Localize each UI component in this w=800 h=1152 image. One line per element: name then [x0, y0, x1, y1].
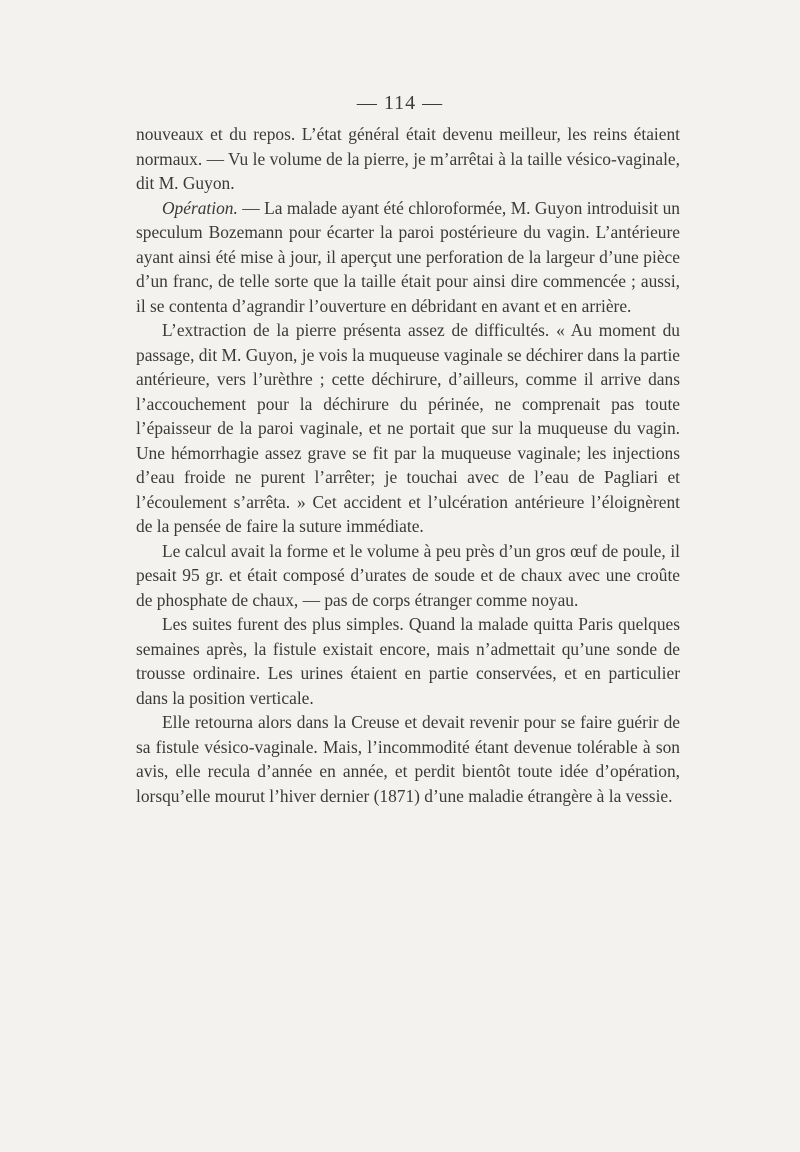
paragraph-4: Le calcul avait la forme et le volume à peu près d’un gros œuf de poule, il pesait 95 gr. et était composé d’urates de soude et de chaux avec une croûte de phosphate de chaux, — pas de corps étranger comme noyau.	[136, 540, 680, 610]
page-number: — 114 —	[356, 92, 444, 114]
paragraph-1: nouveaux et du repos. L’état général était devenu meilleur, les reins étaient normaux. — Vu le volume de la pierre, je m’arrêtai à la taille vésico-vaginale, dit M. Guyon.	[136, 124, 680, 193]
paragraph-6: Elle retourna alors dans la Creuse et devait revenir pour se faire guérir de sa fistule vésico-vaginale. Mais, l’incommodité étant devenue tolérable à son avis, elle recula d’année en année, et perdit bientôt toute idée d’opération, lorsqu’elle mourut l’hiver dernier (1871) d’une maladie étrangère à la vessie.	[136, 712, 680, 806]
paragraph-3: L’extraction de la pierre présenta assez de difficultés. « Au moment du passage, dit M. Guyon, je vois la muqueuse vaginale se déchirer dans la partie antérieure, vers l’urèthre ; cette déchirure, d’ailleurs, comme il arrive dans l’accouchement pour la déchirure du périnée, ne comprenait pas toute l’épaisseur de la paroi vaginale, et ne portait que sur la muqueuse du vagin. Une hémorrhagie assez grave se fit par la muqueuse vaginale; les injections d’eau froide ne purent l’arrêter; je touchai avec de l’eau de Pagliari et l’écoulement s’arrêta. » Cet accident et l’ulcération antérieure l’éloignèrent de la pensée de faire la suture immédiate.	[136, 320, 680, 536]
paragraph-2	[136, 196, 680, 319]
paragraph-5: Les suites furent des plus simples. Quand la malade quitta Paris quelques semaines après, la fistule existait encore, mais n’admettait qu’une sonde de trousse ordinaire. Les urines étaient en partie conservées, et en particulier dans la position verticale.	[136, 614, 680, 708]
paragraph-2-text: — La malade ayant été chloroformée, M. Guyon introduisit un speculum Bozemann pour écarter la paroi postérieure du vagin. L’antérieure ayant ainsi été mise à jour, il aperçut une perforation de la largeur d’une pièce d’un franc, de telle sorte que la taille était pour ainsi dire commencée ; aussi, il se contenta d’agrandir l’ouverture en débridant en avant et en arrière.	[136, 197, 680, 316]
body-text	[136, 122, 680, 808]
paragraph-2-lead: Opération.	[162, 197, 238, 218]
